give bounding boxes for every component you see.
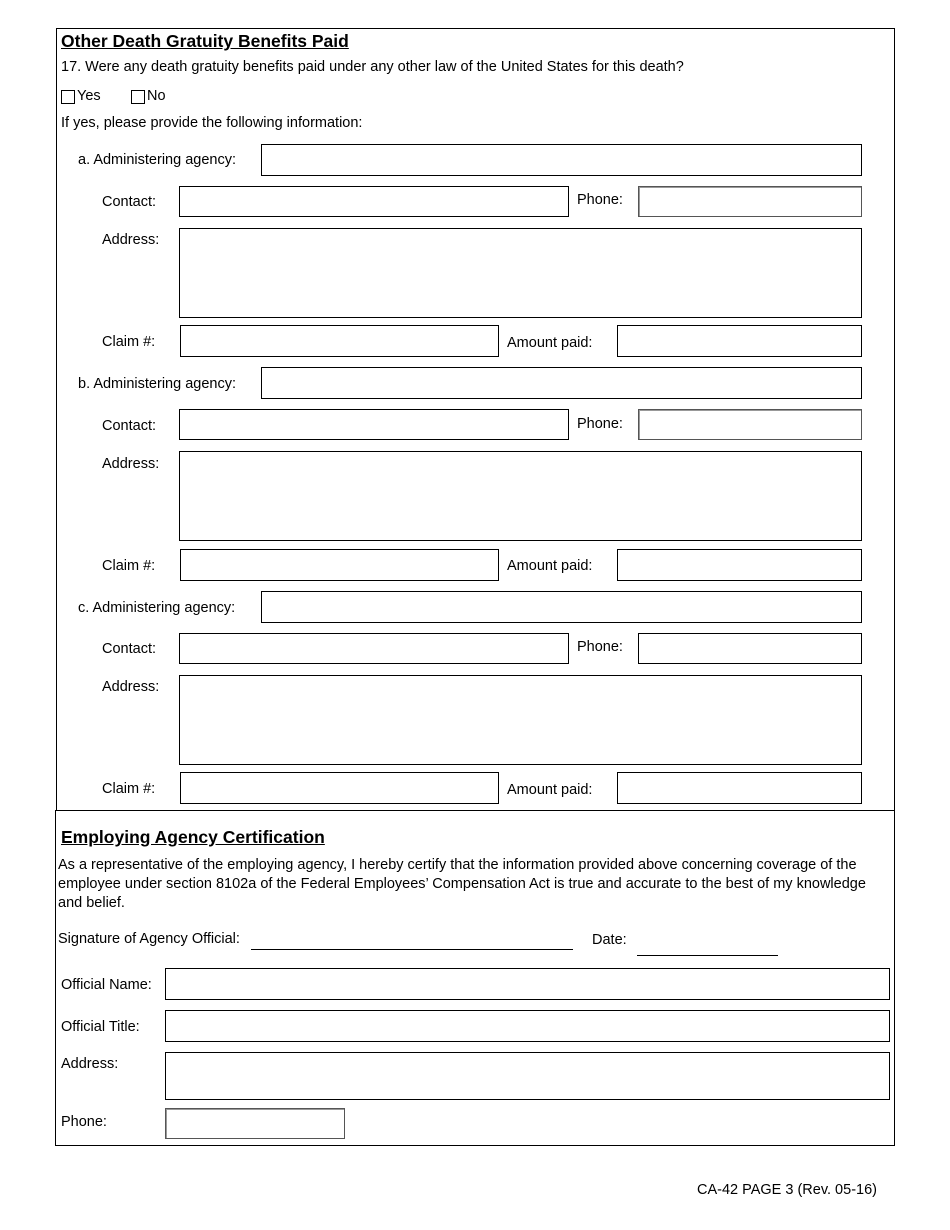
certification-text: As a representative of the employing agency, I hereby certify that the information provided above concerning coverage of the employee under section 8102a of the Federal Employees’ Compensation Act is true and accurate to the best of my knowledge and belief. (58, 857, 866, 911)
claim-label: Claim #: (102, 334, 156, 350)
official-title-label: Official Title: (61, 1019, 140, 1035)
yes-checkbox[interactable] (61, 90, 75, 104)
question-17: 17. Were any death gratuity benefits paid under any other law of the United States for this death? (61, 59, 684, 75)
contact-input[interactable] (179, 409, 569, 440)
amount-paid-label: Amount paid: (507, 782, 593, 798)
contact-input[interactable] (179, 186, 569, 217)
claim-label: Claim #: (102, 558, 156, 574)
claim-label: Claim #: (102, 781, 156, 797)
amount-paid-label: Amount paid: (507, 335, 593, 351)
date-line[interactable] (637, 955, 778, 956)
yes-label: Yes (77, 88, 101, 104)
address-input[interactable] (179, 451, 862, 541)
official-name-label: Official Name: (61, 977, 152, 993)
address-label: Address: (102, 679, 160, 695)
agency-label: c. Administering agency: (78, 600, 236, 616)
section-title-certification: Employing Agency Certification (61, 827, 325, 847)
phone-label: Phone: (577, 416, 623, 432)
amount-paid-input[interactable] (617, 772, 862, 804)
amount-paid-input[interactable] (617, 549, 862, 581)
address-label: Address: (61, 1056, 119, 1072)
no-label: No (147, 88, 166, 104)
official-title-input[interactable] (165, 1010, 890, 1042)
phone-label: Phone: (61, 1114, 107, 1130)
signature-line[interactable] (251, 949, 573, 950)
no-checkbox[interactable] (131, 90, 145, 104)
section-title-other-benefits: Other Death Gratuity Benefits Paid (61, 31, 349, 51)
address-label: Address: (102, 456, 160, 472)
address-label: Address: (102, 232, 160, 248)
claim-input[interactable] (180, 772, 499, 804)
instruction-text: If yes, please provide the following information: (61, 115, 363, 131)
agency-label: b. Administering agency: (78, 376, 236, 392)
claim-input[interactable] (180, 325, 499, 357)
agency-input[interactable] (261, 591, 862, 623)
claim-input[interactable] (180, 549, 499, 581)
signature-label: Signature of Agency Official: (58, 931, 240, 947)
contact-input[interactable] (179, 633, 569, 664)
agency-input[interactable] (261, 144, 862, 176)
address-input[interactable] (165, 1052, 890, 1100)
phone-input[interactable] (638, 633, 862, 664)
form-id-footer: CA-42 PAGE 3 (Rev. 05-16) (697, 1182, 877, 1198)
phone-label: Phone: (577, 639, 623, 655)
phone-input[interactable] (638, 409, 862, 440)
amount-paid-input[interactable] (617, 325, 862, 357)
address-input[interactable] (179, 675, 862, 765)
phone-input[interactable] (165, 1108, 345, 1139)
date-label: Date: (592, 932, 627, 948)
address-input[interactable] (179, 228, 862, 318)
agency-input[interactable] (261, 367, 862, 399)
contact-label: Contact: (102, 641, 156, 657)
agency-label: a. Administering agency: (78, 152, 236, 168)
contact-label: Contact: (102, 194, 156, 210)
amount-paid-label: Amount paid: (507, 558, 593, 574)
official-name-input[interactable] (165, 968, 890, 1000)
contact-label: Contact: (102, 418, 156, 434)
phone-label: Phone: (577, 192, 623, 208)
phone-input[interactable] (638, 186, 862, 217)
